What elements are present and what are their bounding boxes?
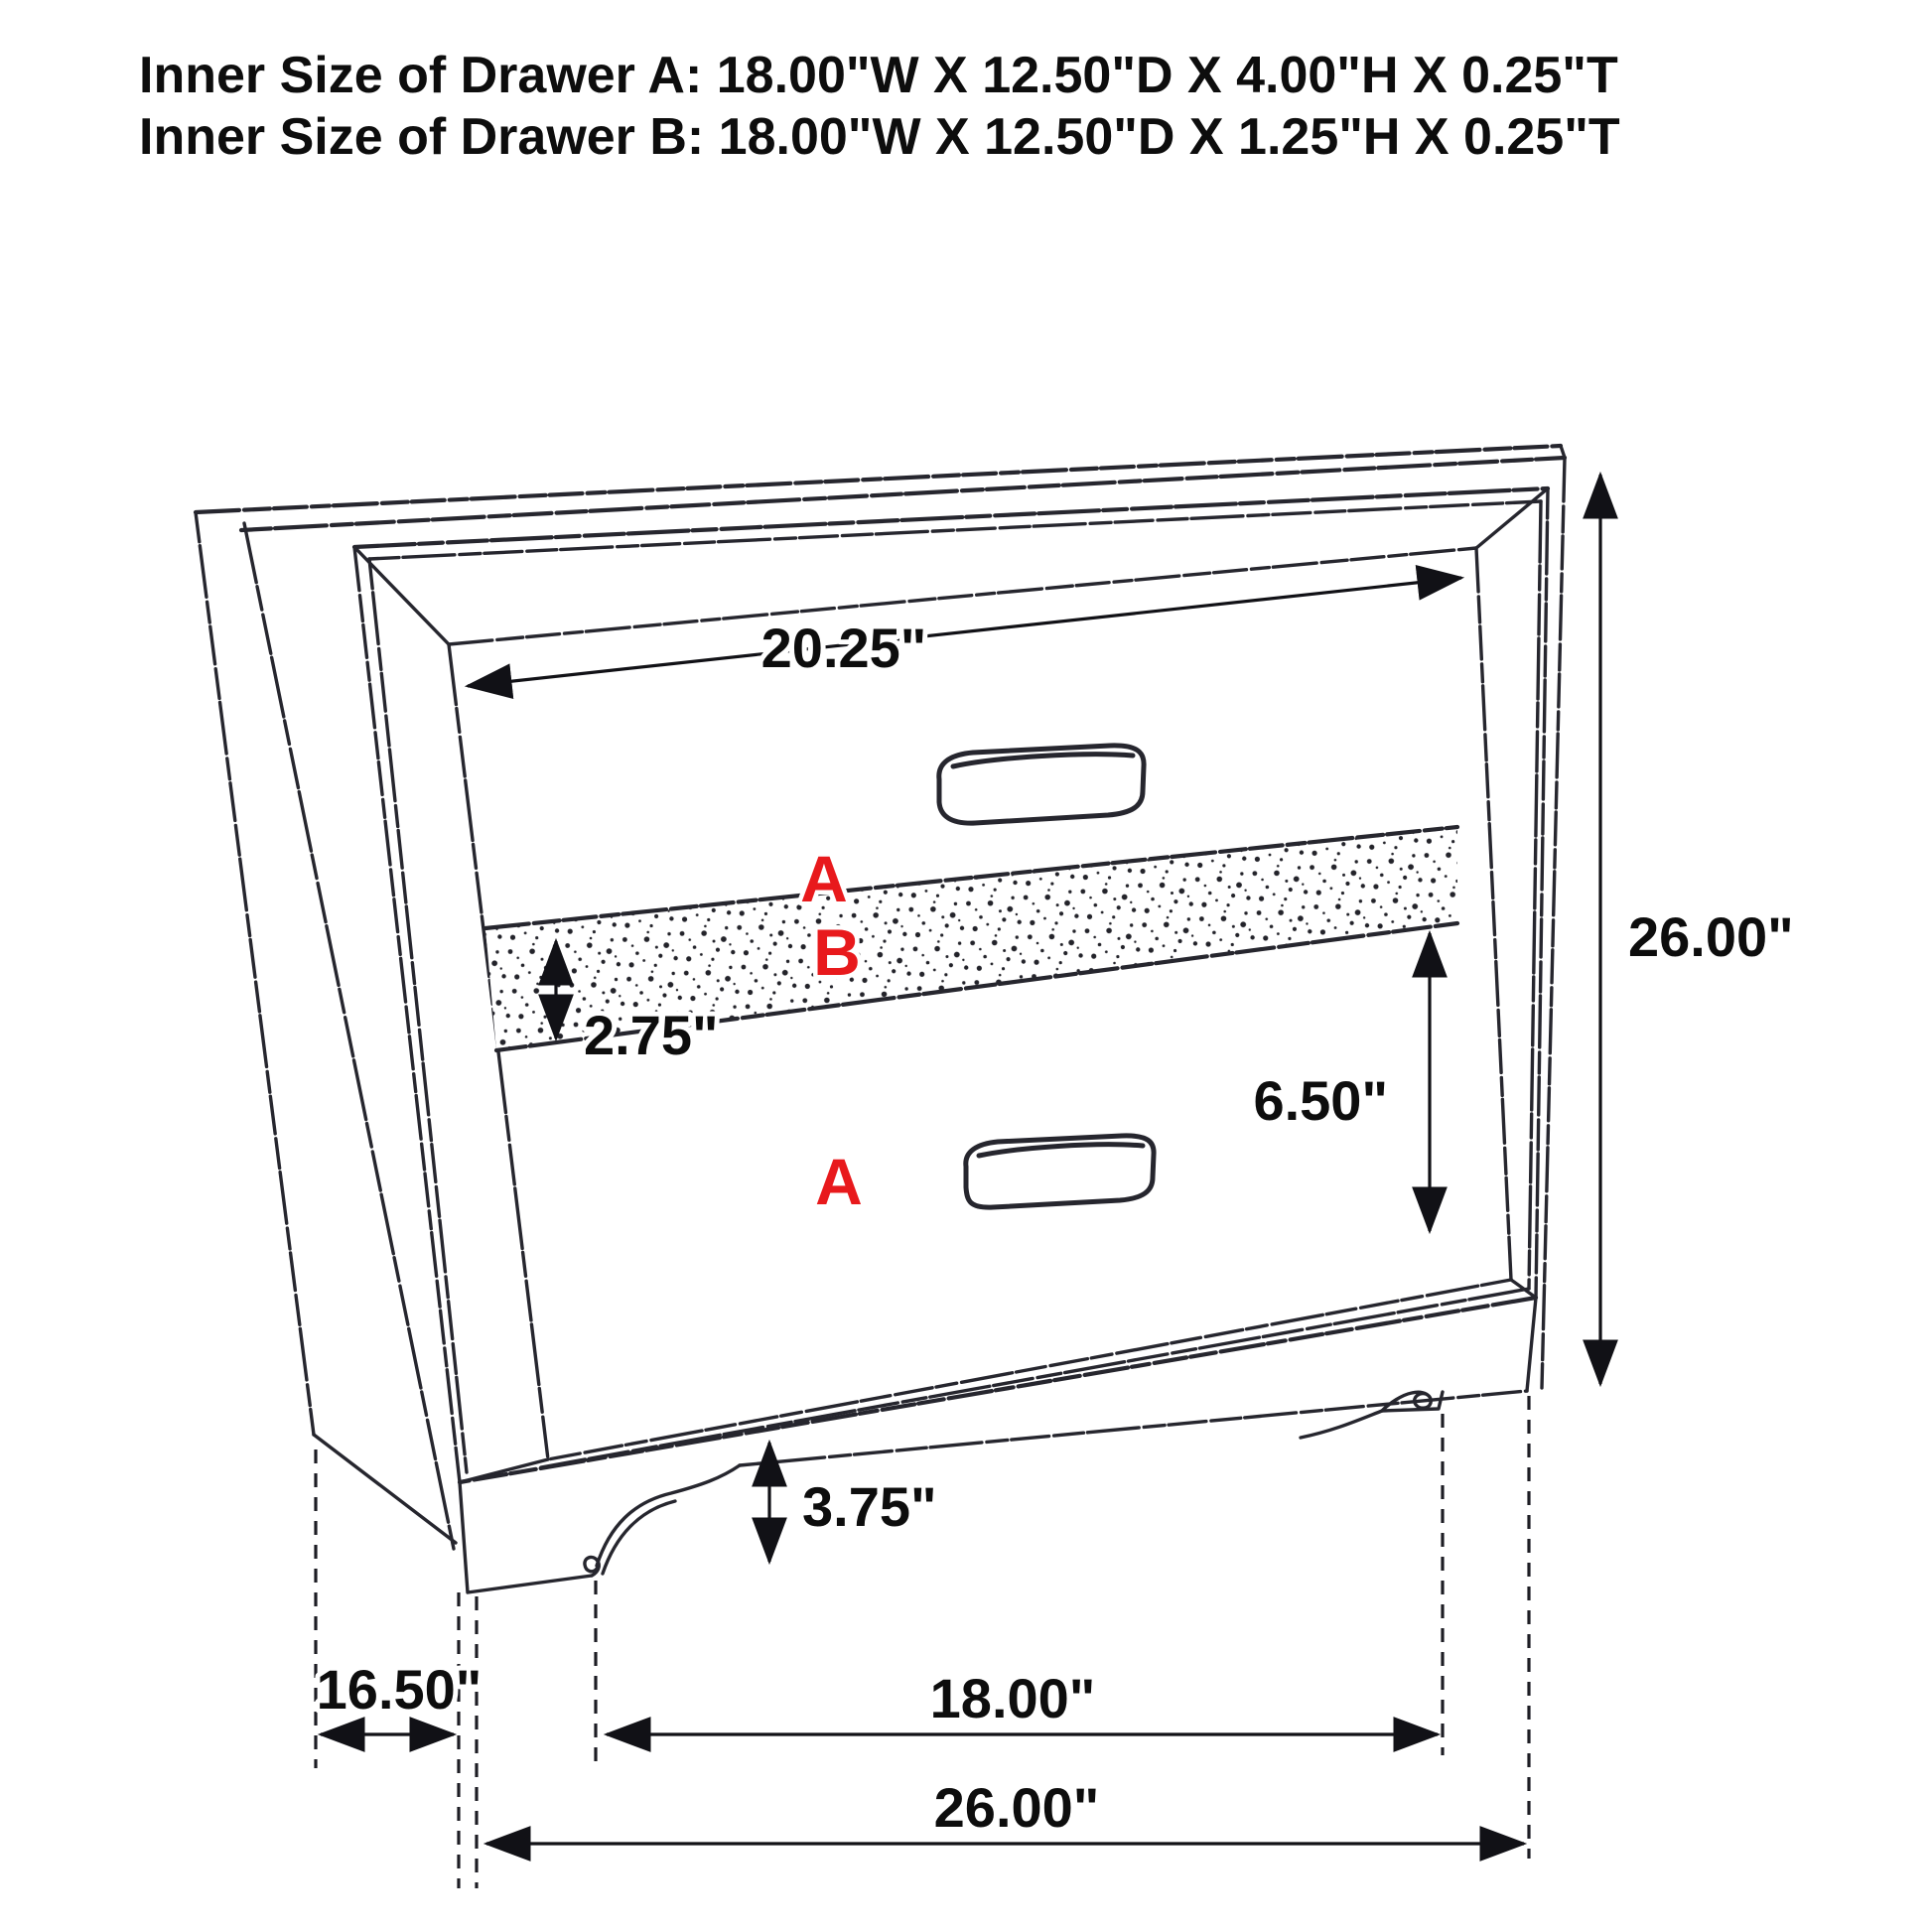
- header-line-1: Inner Size of Drawer A: 18.00"W X 12.50"D X 4.00"H X 0.25"T: [139, 47, 1618, 104]
- dimension-bottom-drawer-front-height: [1253, 933, 1430, 1231]
- top-drawer-letter: A: [800, 842, 848, 915]
- dimension-inner-drawer-width: [607, 1667, 1438, 1734]
- dimension-drawer-opening-width: [468, 578, 1461, 686]
- dimension-depth: [317, 1658, 483, 1734]
- dimension-overall-height: [1600, 475, 1794, 1384]
- left-bracket-foot: [460, 1465, 740, 1592]
- overall-height-label: 26.00": [1628, 905, 1794, 968]
- bottom-drawer-front-height-label: 6.50": [1253, 1069, 1388, 1132]
- hidden-drawer-height-label: 2.75": [584, 1004, 719, 1066]
- projection-dashed-lines: [316, 1396, 1529, 1888]
- depth-label: 16.50": [316, 1658, 483, 1721]
- overall-width-label: 26.00": [933, 1776, 1100, 1839]
- header-line-2: Inner Size of Drawer B: 18.00"W X 12.50"D X 1.25"H X 0.25"T: [139, 108, 1620, 166]
- foot-height-label: 3.75": [802, 1475, 937, 1538]
- top-drawer-handle: [939, 746, 1144, 823]
- right-bracket-foot: [1301, 1392, 1443, 1438]
- hidden-drawer-letter: B: [813, 915, 861, 989]
- drawer-opening-width-label: 20.25": [760, 617, 927, 679]
- inner-drawer-width-label: 18.00": [929, 1667, 1096, 1729]
- bottom-drawer-letter: A: [815, 1145, 863, 1218]
- bottom-drawer-handle: [966, 1136, 1154, 1207]
- dimension-overall-width: [486, 1776, 1524, 1844]
